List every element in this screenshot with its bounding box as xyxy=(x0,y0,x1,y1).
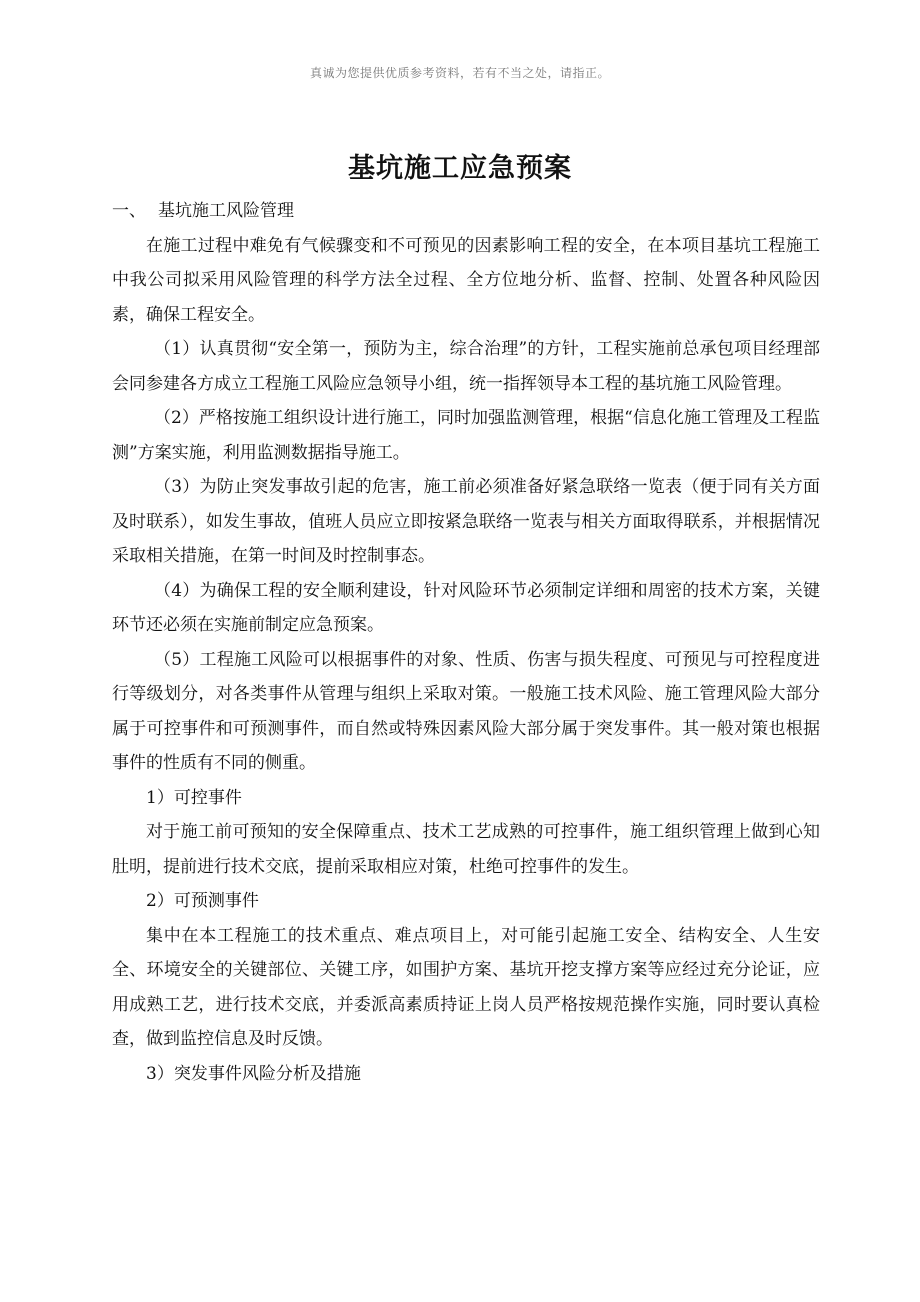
paragraph-predictable: 集中在本工程施工的技术重点、难点项目上，对可能引起施工安全、结构安全、人生安全、环境安全的关键部位、关键工序，如围护方案、基坑开挖支撑方案等应经过充分论证，应用成熟工艺，进行技术交底，并委派高素质持证上岗人员严格按规范操作实施，同时要认真检查，做到监控信息及时反馈。 xyxy=(112,925,820,1049)
subheading-emergency: 3）突发事件风险分析及措施 xyxy=(146,1063,361,1084)
paragraph-item-4: （4）为确保工程的安全顺利建设，针对风险环节必须制定详细和周密的技术方案，关键环节还必须在实施前制定应急预案。 xyxy=(112,580,820,635)
document-title: 基坑施工应急预案 xyxy=(348,153,572,184)
paragraph-controllable: 对于施工前可预知的安全保障重点、技术工艺成熟的可控事件，施工组织管理上做到心知肚明，提前进行技术交底，提前采取相应对策，杜绝可控事件的发生。 xyxy=(112,822,820,877)
paragraph-item-3: （3）为防止突发事故引起的危害，施工前必须准备好紧急联络一览表（便于同有关方面及时联系），如发生事故，值班人员应立即按紧急联络一览表与相关方面取得联系，并根据情况采取相关措施，在第一时间及时控制事态。 xyxy=(112,477,820,566)
document-body xyxy=(112,194,820,1091)
header-note: 真诚为您提供优质参考资料，若有不当之处，请指正。 xyxy=(309,66,610,80)
paragraph-item-5: （5）工程施工风险可以根据事件的对象、性质、伤害与损失程度、可预见与可控程度进行等级划分，对各类事件从管理与组织上采取对策。一般施工技术风险、施工管理风险大部分属于可控事件和可预测事件，而自然或特殊因素风险大部分属于突发事件。其一般对策也根据事件的性质有不同的侧重。 xyxy=(112,649,820,773)
subheading-predictable: 2）可预测事件 xyxy=(146,891,259,911)
paragraph-intro: 在施工过程中难免有气候骤变和不可预见的因素影响工程的安全，在本项目基坑工程施工中我公司拟采用风险管理的科学方法全过程、全方位地分析、监督、控制、处置各种风险因素，确保工程安全。 xyxy=(112,235,820,325)
paragraph-item-2: （2）严格按施工组织设计进行施工，同时加强监测管理，根据“信息化施工管理及工程监测”方案实施，利用监测数据指导施工。 xyxy=(112,408,820,463)
section-heading-text: 基坑施工风险管理 xyxy=(158,201,294,221)
paragraph-item-1: （1）认真贯彻“安全第一，预防为主，综合治理”的方针，工程实施前总承包项目经理部会同参建各方成立工程施工风险应急领导小组，统一指挥领导本工程的基坑施工风险管理。 xyxy=(112,339,820,394)
section-heading xyxy=(112,194,820,229)
section-number: 一、 xyxy=(112,201,146,221)
subheading-controllable: 1）可控事件 xyxy=(146,787,242,808)
